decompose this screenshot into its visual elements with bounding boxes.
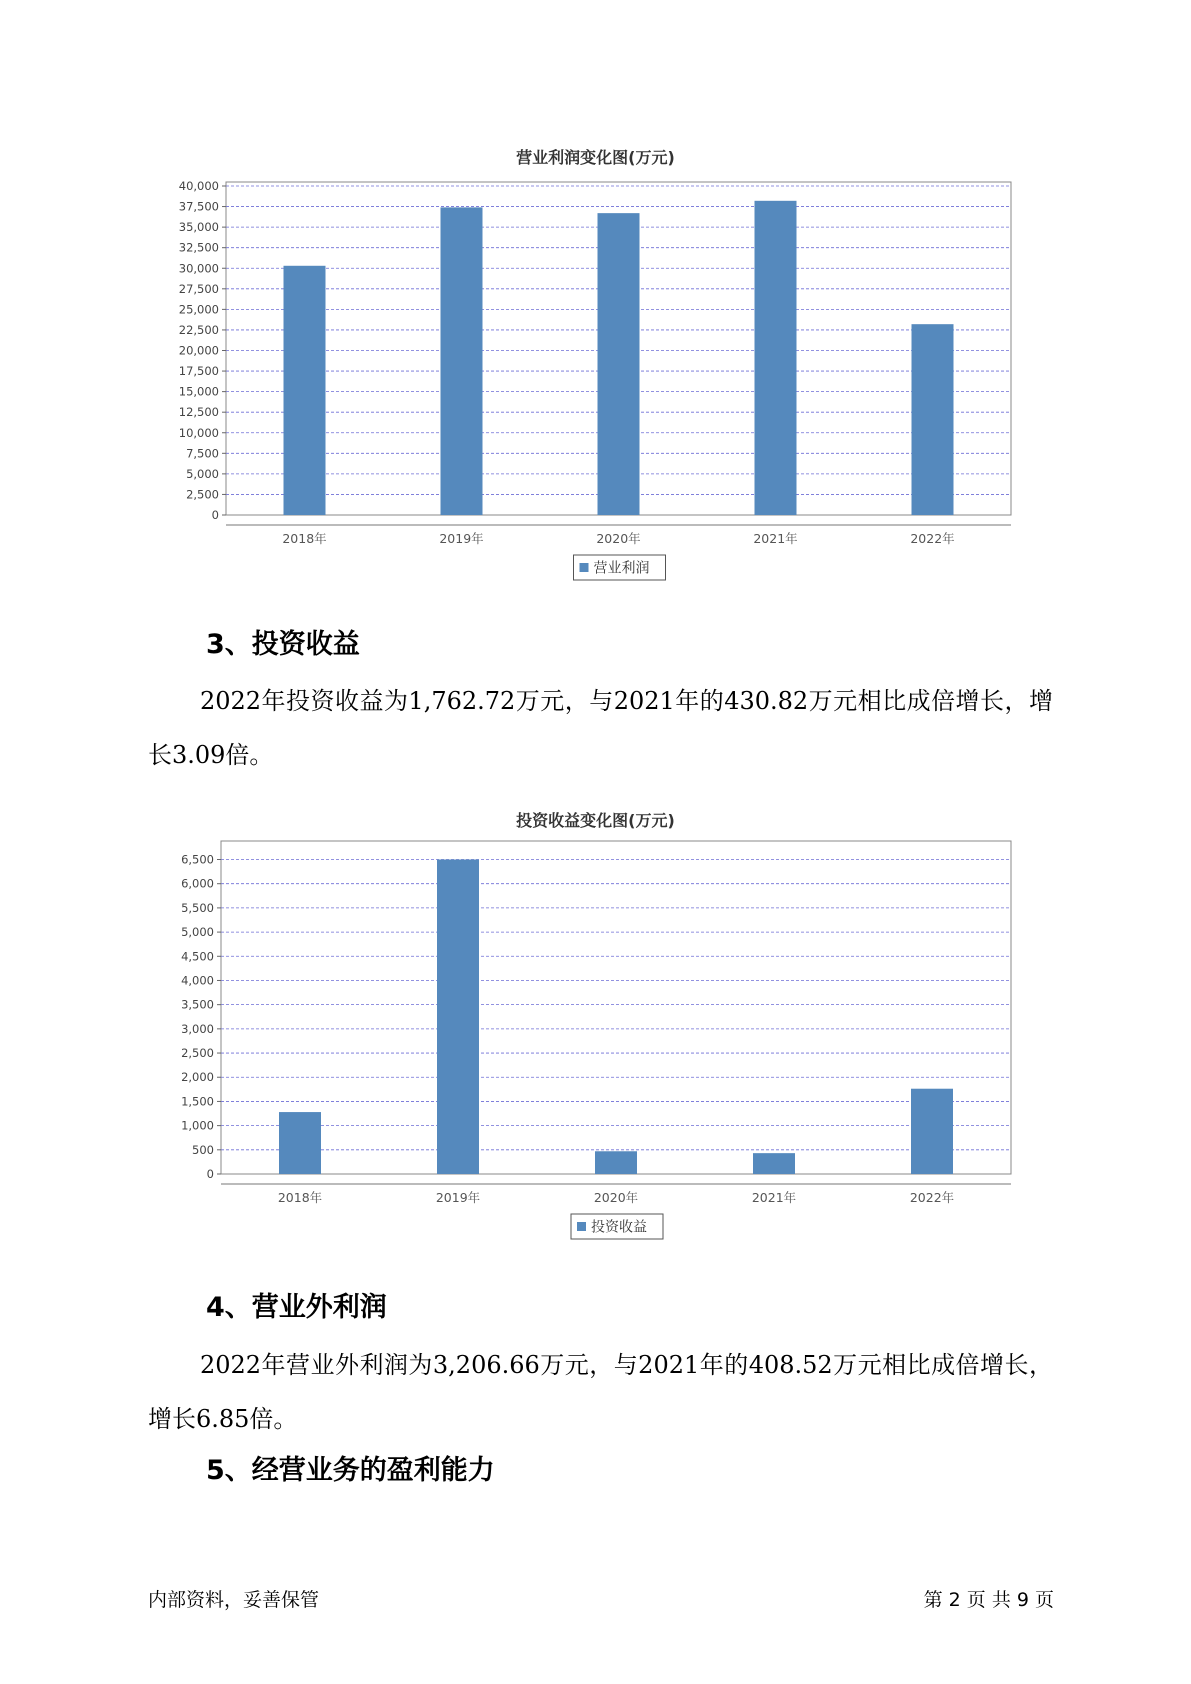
y-tick-label: 40,000	[178, 179, 219, 193]
y-tick-label: 22,500	[178, 322, 219, 337]
y-tick-label: 32,500	[178, 240, 219, 255]
legend-swatch	[577, 1222, 586, 1231]
footer-confidential: 内部资料，妥善保管	[148, 1589, 320, 1611]
x-tick-label: 2021年	[753, 531, 798, 546]
y-tick-label: 2,000	[181, 1070, 214, 1085]
section5-heading: 5、经营业务的盈利能力	[206, 1455, 495, 1486]
x-tick-label: 2020年	[596, 531, 641, 546]
y-tick-label: 12,500	[178, 405, 219, 420]
legend-swatch	[580, 563, 589, 572]
y-tick-label: 5,000	[181, 925, 214, 940]
bar	[437, 860, 479, 1174]
section4-heading: 4、营业外利润	[206, 1292, 387, 1323]
legend-label: 营业利润	[593, 560, 650, 577]
x-tick-label: 2018年	[282, 531, 327, 546]
y-tick-label: 6,000	[181, 876, 214, 891]
bar	[279, 1112, 321, 1174]
x-tick-label: 2022年	[910, 531, 955, 546]
y-tick-label: 7,500	[186, 446, 219, 461]
bar	[441, 207, 483, 515]
plot-area	[221, 841, 1011, 1174]
x-tick-label: 2019年	[439, 531, 484, 546]
bar	[911, 1089, 953, 1174]
chart2-title: 投资收益变化图(万元)	[516, 811, 675, 830]
x-tick-label: 2022年	[909, 1190, 955, 1205]
y-tick-label: 3,000	[181, 1021, 214, 1036]
footer-page-number: 第 2 页 共 9 页	[923, 1589, 1054, 1611]
section4-paragraph: 2022年营业外利润为3,206.66万元，与2021年的408.52万元相比成倍增长，增长6.85倍。	[148, 1351, 1053, 1433]
y-tick-label: 35,000	[178, 220, 219, 235]
y-tick-label: 1,500	[181, 1094, 214, 1109]
chart1-title: 营业利润变化图(万元)	[516, 148, 675, 167]
y-tick-label: 1,000	[181, 1118, 214, 1133]
bar	[284, 266, 326, 515]
y-tick-label: 27,500	[178, 281, 219, 296]
x-tick-label: 2020年	[593, 1190, 639, 1205]
y-tick-label: 500	[192, 1142, 214, 1157]
y-tick-label: 4,500	[181, 949, 214, 964]
y-tick-label: 17,500	[178, 364, 219, 379]
legend-label: 投资收益	[591, 1219, 647, 1236]
y-tick-label: 6,500	[181, 852, 214, 867]
x-tick-label: 2019年	[435, 1190, 481, 1205]
y-tick-label: 10,000	[178, 425, 219, 440]
y-tick-label: 4,000	[181, 973, 214, 988]
operating-profit-chart	[0, 170, 1191, 610]
y-tick-label: 0	[211, 508, 219, 522]
bar	[753, 1153, 795, 1174]
section3-paragraph: 2022年投资收益为1,762.72万元，与2021年的430.82万元相比成倍增长，增长3.09倍。	[148, 687, 1053, 769]
investment-income-chart	[0, 835, 1191, 1275]
y-tick-label: 37,500	[178, 199, 219, 214]
x-tick-label: 2018年	[277, 1190, 323, 1205]
y-tick-label: 20,000	[178, 343, 219, 358]
y-tick-label: 0	[206, 1167, 214, 1181]
y-tick-label: 3,500	[181, 997, 214, 1012]
y-tick-label: 5,500	[181, 900, 214, 915]
y-tick-label: 2,500	[186, 487, 219, 502]
y-tick-label: 5,000	[186, 466, 219, 481]
y-tick-label: 25,000	[178, 302, 219, 317]
x-tick-label: 2021年	[751, 1190, 797, 1205]
bar	[912, 324, 954, 515]
bar	[755, 201, 797, 515]
section3-heading: 3、投资收益	[206, 629, 360, 660]
y-tick-label: 15,000	[178, 384, 219, 399]
bar	[595, 1151, 637, 1174]
y-tick-label: 2,500	[181, 1046, 214, 1061]
y-tick-label: 30,000	[178, 261, 219, 276]
bar	[598, 213, 640, 515]
